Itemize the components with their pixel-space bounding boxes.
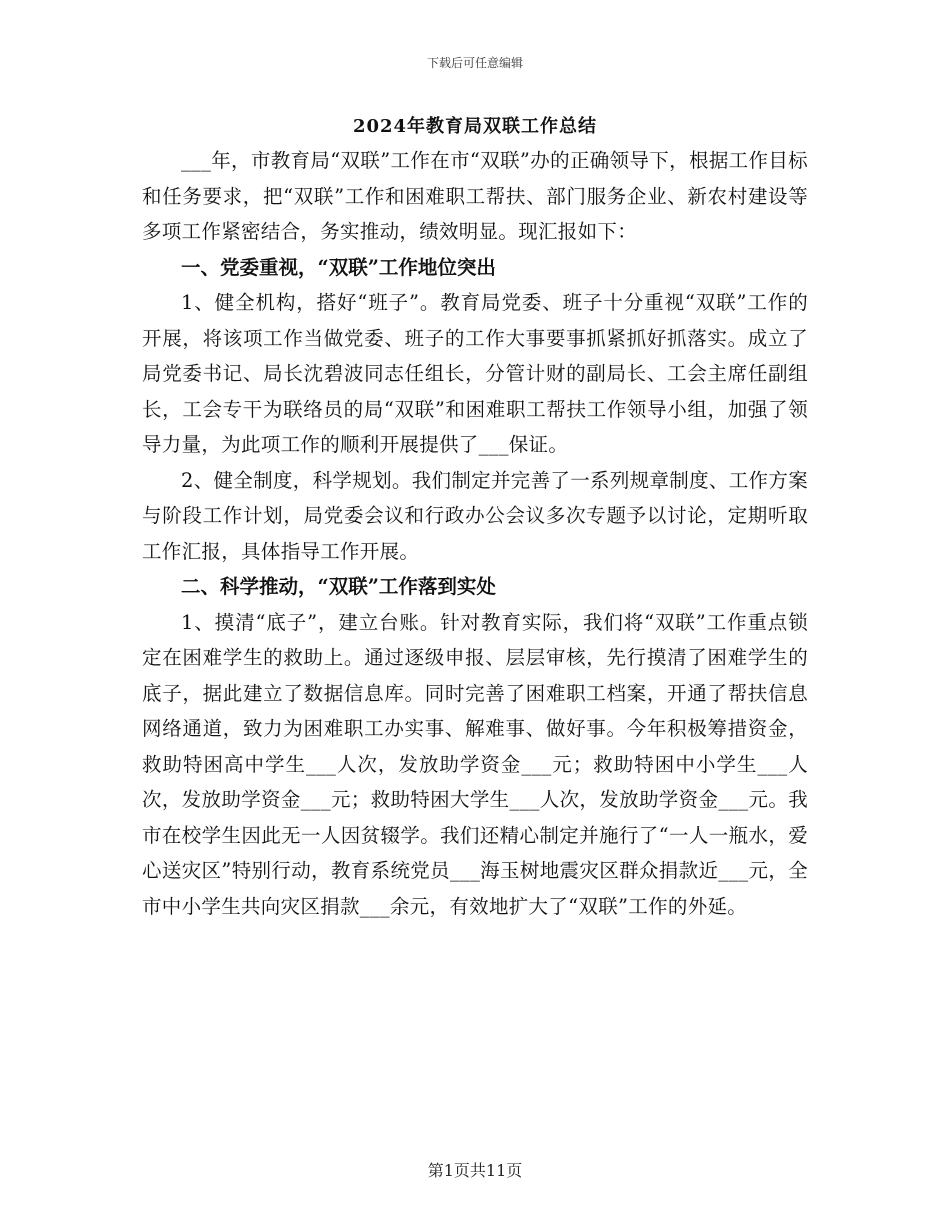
section-1-paragraph-2: 2、健全制度，科学规划。我们制定并完善了一系列规章制度、工作方案与阶段工作计划，局党委会议和行政办公会议多次专题予以讨论，定期听取工作汇报，具体指导工作开展。: [142, 468, 808, 563]
section-2-paragraph-1: 1、摸清“底子”，建立台账。针对教育实际，我们将“双联”工作重点锁定在困难学生的救助上。通过逐级申报、层层审核，先行摸清了困难学生的底子，据此建立了数据信息库。同时完善了困难职工档案，开通了帮扶信息网络通道，致力为困难职工办实事、解难事、做好事。今年积极筹措资金，救助特困高中学生___人次，发放助学资金___元；救助特困中小学生___人次，发放助学资金___元；救助特困大学生___人次，发放助学资金___元。我市在校学生因此无一人因贫辍学。我们还精心制定并施行了“一人一瓶水，爱心送灾区”特别行动，教育系统党员___海玉树地震灾区群众捐款近___元，全市中小学生共向灾区捐款___余元，有效地扩大了“双联”工作的外延。: [142, 610, 808, 918]
document-body: [142, 111, 808, 924]
section-1-heading: 一、党委重视，“双联”工作地位突出: [181, 255, 496, 279]
section-1-paragraph-1: 1、健全机构，搭好“班子”。教育局党委、班子十分重视“双联”工作的开展，将该项工作当做党委、班子的工作大事要事抓紧抓好抓落实。成立了局党委书记、局长沈碧波同志任组长，分管计财的副局长、工会主席任副组长，工会专干为联络员的局“双联”和困难职工帮扶工作领导小组，加强了领导力量，为此项工作的顺利开展提供了___保证。: [142, 291, 808, 456]
document-title: 2024年教育局双联工作总结: [352, 116, 598, 137]
page-footer: 第1页共11页: [427, 1161, 523, 1180]
page-header: 下载后可任意编辑: [426, 56, 523, 70]
section-2-heading: 二、科学推动，“双联”工作落到实处: [181, 575, 496, 598]
intro-paragraph: ___年，市教育局“双联”工作在市“双联”办的正确领导下，根据工作目标和任务要求，把“双联”工作和困难职工帮扶、部门服务企业、新农村建设等多项工作紧密结合，务实推动，绩效明显。现汇报如下：: [142, 149, 808, 243]
